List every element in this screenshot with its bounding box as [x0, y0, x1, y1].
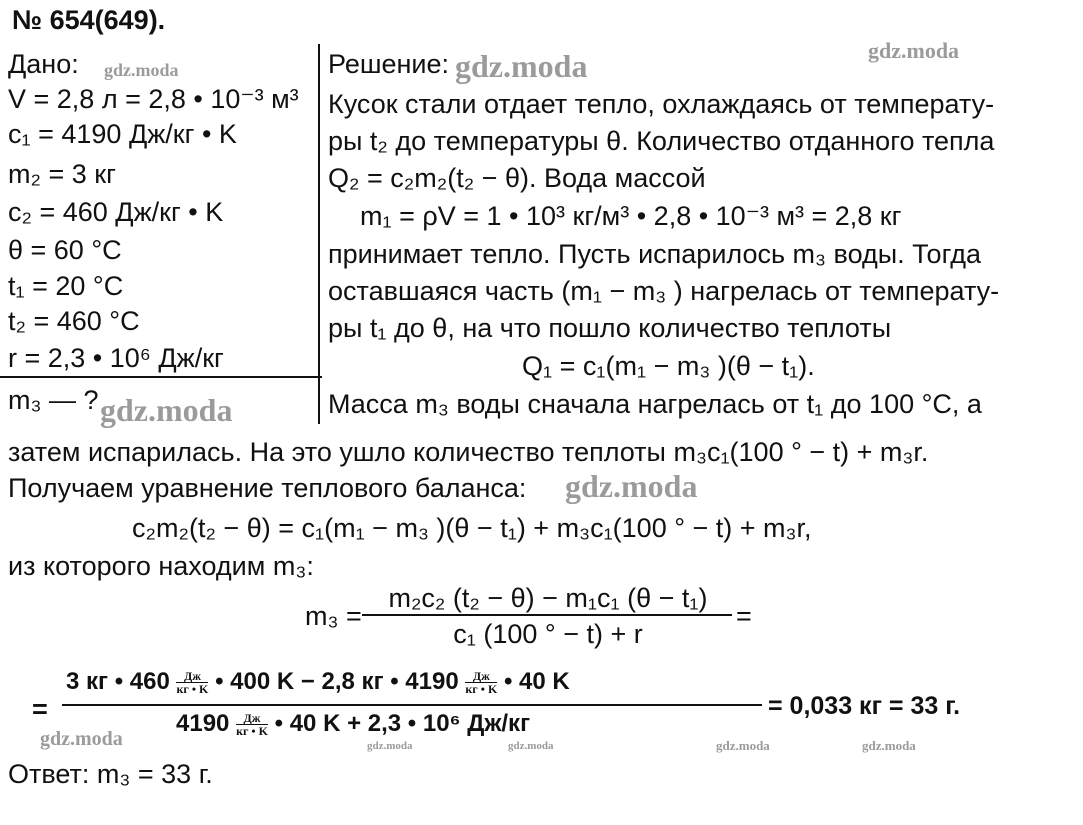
solution-line: ры t₁ до θ, на что пошло количество теплоты [328, 313, 892, 343]
given-line: r = 2,3 • 10⁶ Дж/кг [8, 343, 224, 373]
formula-numerator: m₂c₂ (t₂ − θ) − m₁c₁ (θ − t₁) [388, 583, 708, 613]
solution-line: Масса m₃ воды сначала нагрелась от t₁ до 100 °C, а [328, 389, 982, 419]
solution-line: Q₁ = c₁(m₁ − m₃ )(θ − t₁). [522, 351, 815, 381]
solution-line: ры t₂ до температуры θ. Количество отданного тепла [328, 126, 995, 156]
calc-num-c: • 40 K [503, 668, 570, 695]
given-line: V = 2,8 л = 2,8 • 10⁻³ м³ [8, 84, 299, 114]
problem-number: № 654(649). [12, 5, 166, 35]
formula-bar [362, 614, 732, 616]
watermark: gdz.moda [565, 468, 698, 504]
calc-lead: = [32, 694, 48, 724]
given-label: Дано: [8, 49, 79, 79]
watermark: gdz.moda [40, 728, 123, 750]
given-line: c₂ = 460 Дж/кг • K [8, 197, 224, 227]
calc-unit-fraction: Дж кг • K [236, 711, 268, 739]
solution-line: принимает тепло. Пусть испарилось m₃ воды. Тогда [328, 239, 981, 269]
calc-num-b: • 400 K − 2,8 кг • 4190 [215, 668, 459, 695]
solution-label: Решение: [328, 49, 450, 79]
watermark: gdz.moda [100, 392, 233, 428]
watermark: gdz.moda [862, 738, 916, 753]
formula-rhs: = [736, 601, 752, 631]
solution-line: из которого находим m₃: [8, 551, 314, 581]
calc-den-a: 4190 [176, 710, 230, 737]
given-find: m₃ — ? [8, 385, 99, 415]
calc-num-a: 3 кг • 460 [66, 668, 170, 695]
solution-line: c₂m₂(t₂ − θ) = c₁(m₁ − m₃ )(θ − t₁) + m₃c₁(100 ° − t) + m₃r, [132, 513, 812, 543]
formula-lhs: m₃ = [305, 601, 362, 631]
calc-unit-fraction: Дж кг • K [176, 669, 209, 697]
given-separator [318, 44, 320, 424]
watermark: gdz.moda [367, 740, 413, 752]
watermark: gdz.moda [455, 48, 588, 84]
solution-line: m₁ = ρV = 1 • 10³ кг/м³ • 2,8 • 10⁻³ м³ = 2,8 кг [360, 201, 902, 231]
watermark: gdz.moda [508, 740, 554, 752]
formula-denominator: c₁ (100 ° − t) + r [453, 619, 643, 649]
calc-unit-fraction: Дж кг • K [465, 669, 498, 697]
calc-den-b: • 40 K + 2,3 • 10⁶ Дж/кг [274, 710, 531, 737]
given-line: m₂ = 3 кг [8, 159, 116, 189]
watermark: gdz.moda [716, 738, 770, 753]
given-line: θ = 60 °C [8, 235, 122, 265]
calc-denominator [176, 708, 530, 740]
calc-result: = 0,033 кг = 33 г. [768, 692, 961, 720]
solution-line: Q₂ = c₂m₂(t₂ − θ). Вода массой [328, 163, 706, 193]
solution-line: Получаем уравнение теплового баланса: [8, 473, 527, 503]
solution-line: оставшаяся часть (m₁ − m₃ ) нагрелась от температу- [328, 276, 1000, 306]
answer: Ответ: m₃ = 33 г. [8, 759, 213, 789]
calc-numerator [66, 666, 570, 698]
given-divider [0, 376, 322, 378]
solution-line: затем испарилась. На это ушло количество теплоты m₃c₁(100 ° − t) + m₃r. [8, 437, 929, 467]
watermark: gdz.moda [868, 38, 960, 63]
solution-line: Кусок стали отдает тепло, охлаждаясь от температу- [328, 89, 995, 119]
given-line: t₂ = 460 °C [8, 306, 140, 336]
given-line: t₁ = 20 °C [8, 271, 124, 301]
watermark: gdz.moda [104, 60, 179, 80]
calc-bar [62, 704, 762, 706]
given-line: c₁ = 4190 Дж/кг • K [8, 119, 237, 149]
